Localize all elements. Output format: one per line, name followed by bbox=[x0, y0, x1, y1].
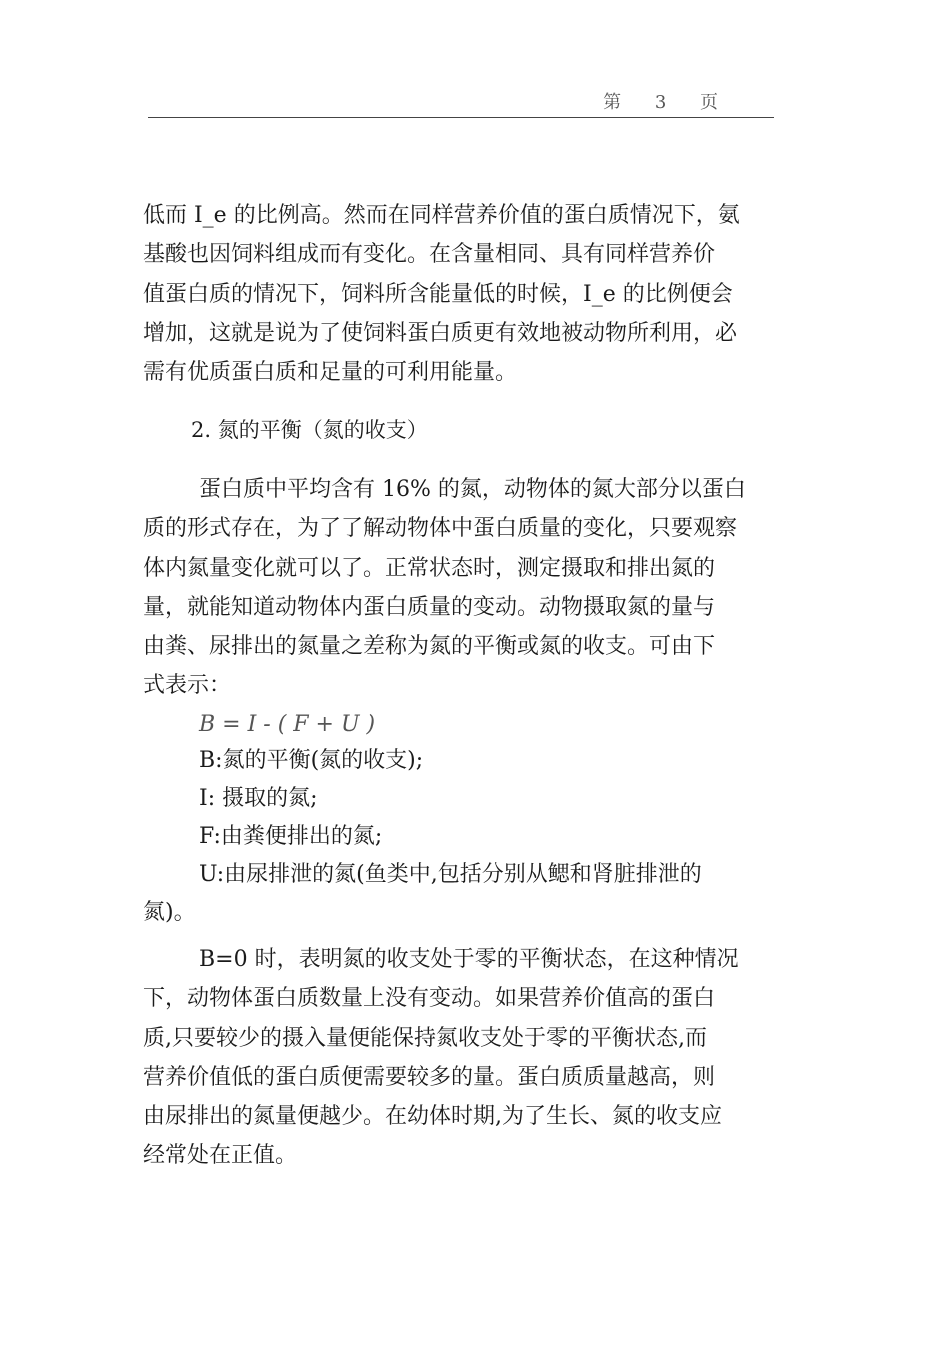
paragraph-line: 由粪、尿排出的氮量之差称为氮的平衡或氮的收支。可由下 bbox=[143, 634, 716, 660]
paragraph-line: 营养价值低的蛋白质便需要较多的量。蛋白质质量越高，则 bbox=[143, 1064, 716, 1090]
paragraph-line: 蛋白质中平均含有 16% 的氮，动物体的氮大部分以蛋白 bbox=[199, 477, 746, 502]
page-number: 第 3 页 bbox=[603, 92, 732, 113]
formula-definition: I: 摄取的氮; bbox=[199, 785, 318, 811]
paragraph-line: 需有优质蛋白质和足量的可利用能量。 bbox=[143, 360, 518, 386]
paragraph-line: 式表示： bbox=[143, 673, 232, 699]
formula-definition-tail: 氮)。 bbox=[143, 899, 196, 925]
paragraph-line: 下，动物体蛋白质数量上没有变动。如果营养价值高的蛋白 bbox=[143, 986, 716, 1012]
formula-definition: U:由尿排泄的氮(鱼类中,包括分别从鳃和肾脏排泄的 bbox=[199, 861, 702, 887]
paragraph-line: 量，就能知道动物体内蛋白质量的变动。动物摄取氮的量与 bbox=[143, 594, 716, 620]
paragraph-line: 值蛋白质的情况下，饲料所含能量低的时候，I_e 的比例便会 bbox=[143, 281, 733, 307]
paragraph-line: 经常处在正值。 bbox=[143, 1143, 298, 1169]
paragraph-1 bbox=[143, 196, 783, 392]
paragraph-3 bbox=[143, 940, 783, 1176]
paragraph-line: 由尿排出的氮量便越少。在幼体时期,为了生长、氮的收支应 bbox=[143, 1104, 722, 1130]
paragraph-line: 基酸也因饲料组成而有变化。在含量相同、具有同样营养价 bbox=[143, 242, 716, 268]
paragraph-line: 增加，这就是说为了使饲料蛋白质更有效地被动物所利用，必 bbox=[143, 320, 738, 346]
section-heading: 2. 氮的平衡（氮的收支） bbox=[191, 418, 428, 442]
formula-definition: B:氮的平衡(氮的收支); bbox=[199, 747, 424, 773]
paragraph-line: 质的形式存在，为了了解动物体中蛋白质量的变化，只要观察 bbox=[143, 516, 738, 542]
paragraph-line: 质,只要较少的摄入量便能保持氮收支处于零的平衡状态,而 bbox=[143, 1025, 707, 1051]
formula-definition: F:由粪便排出的氮; bbox=[199, 823, 383, 849]
paragraph-line: B=0 时，表明氮的收支处于零的平衡状态，在这种情况 bbox=[199, 947, 739, 972]
header-rule bbox=[148, 117, 774, 118]
paragraph-2 bbox=[143, 470, 783, 932]
formula-equation: B = I - ( F + U ) bbox=[199, 711, 376, 737]
paragraph-line: 体内氮量变化就可以了。正常状态时，测定摄取和排出氮的 bbox=[143, 555, 716, 581]
paragraph-line: 低而 I_e 的比例高。然而在同样营养价值的蛋白质情况下，氨 bbox=[143, 203, 740, 228]
page-header bbox=[148, 88, 774, 118]
